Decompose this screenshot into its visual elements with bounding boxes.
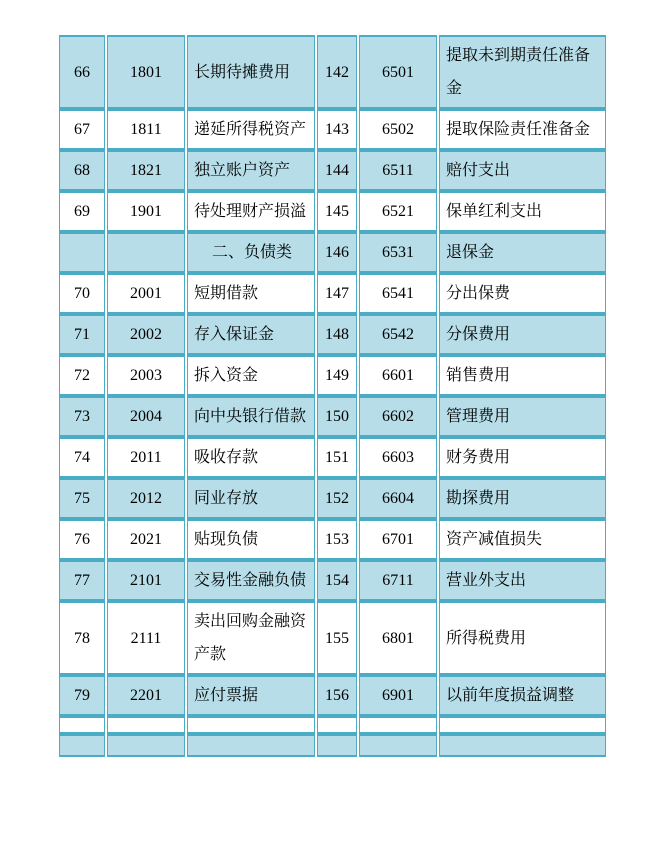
cell-index-left: 74	[59, 437, 105, 478]
cell-name-right: 资产减值损失	[439, 519, 606, 560]
cell-index-right: 154	[317, 560, 357, 601]
cell-index-right	[317, 716, 357, 734]
cell-name-right: 提取保险责任准备金	[439, 109, 606, 150]
cell-code-left: 2101	[107, 560, 185, 601]
accounts-table	[57, 35, 608, 757]
table-row	[59, 675, 606, 716]
cell-name-left: 长期待摊费用	[187, 35, 315, 109]
cell-name-right: 所得税费用	[439, 601, 606, 675]
cell-name-left: 吸收存款	[187, 437, 315, 478]
table-row	[59, 35, 606, 109]
accounts-table-body	[59, 35, 606, 757]
cell-code-left: 2001	[107, 273, 185, 314]
cell-name-right: 财务费用	[439, 437, 606, 478]
cell-code-left: 2201	[107, 675, 185, 716]
cell-name-left: 存入保证金	[187, 314, 315, 355]
cell-index-left: 66	[59, 35, 105, 109]
cell-name-right: 提取未到期责任准备金	[439, 35, 606, 109]
cell-index-left: 69	[59, 191, 105, 232]
cell-code-left: 2021	[107, 519, 185, 560]
table-row	[59, 560, 606, 601]
cell-code-left	[107, 734, 185, 757]
cell-index-left	[59, 232, 105, 273]
cell-code-right	[359, 734, 437, 757]
cell-name-right	[439, 716, 606, 734]
table-row	[59, 355, 606, 396]
cell-name-right: 营业外支出	[439, 560, 606, 601]
cell-name-right: 销售费用	[439, 355, 606, 396]
cell-code-right: 6541	[359, 273, 437, 314]
table-row	[59, 601, 606, 675]
table-row	[59, 109, 606, 150]
cell-code-left	[107, 716, 185, 734]
cell-index-right: 146	[317, 232, 357, 273]
cell-name-right: 退保金	[439, 232, 606, 273]
cell-index-right: 144	[317, 150, 357, 191]
cell-index-left: 72	[59, 355, 105, 396]
table-row	[59, 314, 606, 355]
cell-code-left: 2003	[107, 355, 185, 396]
cell-code-left: 2004	[107, 396, 185, 437]
cell-index-left: 76	[59, 519, 105, 560]
cell-name-right: 分出保费	[439, 273, 606, 314]
cell-name-left	[187, 734, 315, 757]
cell-name-right: 勘探费用	[439, 478, 606, 519]
cell-name-left: 独立账户资产	[187, 150, 315, 191]
cell-name-left: 待处理财产损溢	[187, 191, 315, 232]
cell-code-right: 6604	[359, 478, 437, 519]
cell-index-left	[59, 734, 105, 757]
table-row	[59, 273, 606, 314]
cell-index-right: 155	[317, 601, 357, 675]
cell-code-right: 6602	[359, 396, 437, 437]
cell-name-right: 分保费用	[439, 314, 606, 355]
cell-index-right: 153	[317, 519, 357, 560]
cell-index-left: 68	[59, 150, 105, 191]
cell-code-left: 1901	[107, 191, 185, 232]
cell-index-right: 156	[317, 675, 357, 716]
cell-code-left: 2011	[107, 437, 185, 478]
cell-code-right: 6542	[359, 314, 437, 355]
cell-name-right: 赔付支出	[439, 150, 606, 191]
cell-name-left: 同业存放	[187, 478, 315, 519]
cell-name-left: 递延所得税资产	[187, 109, 315, 150]
cell-code-left: 2012	[107, 478, 185, 519]
cell-index-left: 70	[59, 273, 105, 314]
cell-index-right: 152	[317, 478, 357, 519]
cell-name-left: 短期借款	[187, 273, 315, 314]
cell-index-left: 67	[59, 109, 105, 150]
cell-index-right	[317, 734, 357, 757]
cell-index-right: 149	[317, 355, 357, 396]
table-row	[59, 519, 606, 560]
cell-index-right: 147	[317, 273, 357, 314]
table-row	[59, 150, 606, 191]
cell-code-right: 6501	[359, 35, 437, 109]
table-row	[59, 437, 606, 478]
cell-code-left: 2002	[107, 314, 185, 355]
cell-code-right: 6603	[359, 437, 437, 478]
cell-index-left: 71	[59, 314, 105, 355]
cell-code-left	[107, 232, 185, 273]
table-row	[59, 396, 606, 437]
cell-index-right: 142	[317, 35, 357, 109]
cell-index-right: 145	[317, 191, 357, 232]
cell-name-left: 二、负债类	[187, 232, 315, 273]
table-row	[59, 478, 606, 519]
cell-code-right: 6711	[359, 560, 437, 601]
table-section-row	[59, 232, 606, 273]
cell-code-right	[359, 716, 437, 734]
cell-name-right: 管理费用	[439, 396, 606, 437]
table-empty-row	[59, 734, 606, 757]
cell-name-right	[439, 734, 606, 757]
cell-code-right: 6801	[359, 601, 437, 675]
cell-code-left: 1811	[107, 109, 185, 150]
cell-code-right: 6511	[359, 150, 437, 191]
cell-name-right: 保单红利支出	[439, 191, 606, 232]
cell-name-left: 交易性金融负债	[187, 560, 315, 601]
cell-name-left: 向中央银行借款	[187, 396, 315, 437]
cell-index-left: 75	[59, 478, 105, 519]
cell-index-right: 143	[317, 109, 357, 150]
cell-index-right: 148	[317, 314, 357, 355]
cell-index-right: 151	[317, 437, 357, 478]
table-row	[59, 191, 606, 232]
cell-code-right: 6601	[359, 355, 437, 396]
cell-code-right: 6521	[359, 191, 437, 232]
cell-code-right: 6701	[359, 519, 437, 560]
cell-index-left: 73	[59, 396, 105, 437]
cell-index-left	[59, 716, 105, 734]
cell-code-left: 2111	[107, 601, 185, 675]
cell-code-left: 1801	[107, 35, 185, 109]
cell-index-right: 150	[317, 396, 357, 437]
cell-index-left: 79	[59, 675, 105, 716]
cell-code-right: 6502	[359, 109, 437, 150]
cell-name-right: 以前年度损益调整	[439, 675, 606, 716]
cell-name-left: 应付票据	[187, 675, 315, 716]
cell-name-left	[187, 716, 315, 734]
cell-name-left: 卖出回购金融资产款	[187, 601, 315, 675]
cell-code-left: 1821	[107, 150, 185, 191]
cell-index-left: 78	[59, 601, 105, 675]
cell-index-left: 77	[59, 560, 105, 601]
table-empty-row	[59, 716, 606, 734]
cell-code-right: 6531	[359, 232, 437, 273]
cell-code-right: 6901	[359, 675, 437, 716]
cell-name-left: 拆入资金	[187, 355, 315, 396]
cell-name-left: 贴现负债	[187, 519, 315, 560]
